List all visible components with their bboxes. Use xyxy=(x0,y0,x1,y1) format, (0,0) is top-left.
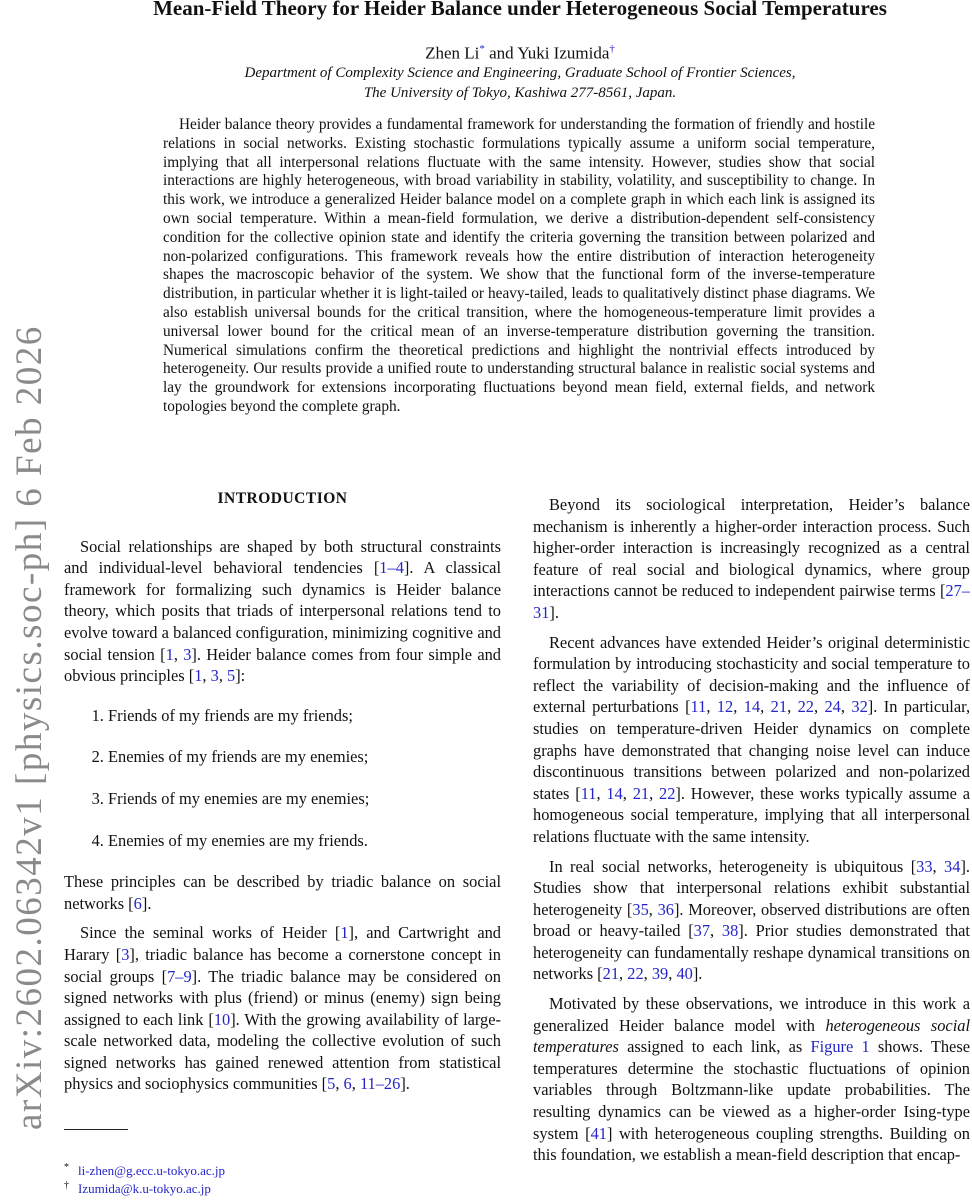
footnote-divider xyxy=(64,1129,128,1130)
author-footnote-link[interactable]: * xyxy=(479,43,485,55)
citation-link[interactable]: 12 xyxy=(716,697,734,717)
citation-link[interactable]: 21 xyxy=(632,783,650,803)
citation-link[interactable]: 21 xyxy=(770,697,788,717)
arxiv-side-stamp: arXiv:2602.06342v1 [physics.soc-ph] 6 Feb 2026 xyxy=(9,325,50,1130)
citation-link[interactable]: 27–31 xyxy=(533,581,970,622)
paragraph: Since the seminal works of Heider [1], and Cartwright and Harary [3], triadic balance has become a cornerstone concept in social groups [7–9]. The triadic balance may be considered on signed networks with plus (friend) or minus (enemy) sign being assigned to each link [10]. With the growing availability of large-scale networked data, modeling the collective evolution of such signed networks has gained renewed attention from statistical physics and sociophysics communities [5, 6, 11–26]. xyxy=(64,923,501,1094)
citation-link[interactable]: 5 xyxy=(227,666,236,686)
citation-link[interactable]: 3 xyxy=(121,944,130,964)
paragraph: Social relationships are shaped by both structural constraints and individual-level behavioral tendencies [1–4]. A classical framework for formalizing such dynamics is Heider balance theory, which posits that triads of interpersonal relations tend to evolve toward a balanced configuration, minimizing cognitive and social tension [1, 3]. Heider balance comes from four simple and obvious principles [1, 3, 5]: xyxy=(64,536,502,686)
citation-link[interactable]: 22 xyxy=(627,964,644,984)
paragraph: In real social networks, heterogeneity is ubiquitous [33, 34]. Studies show that interpersonal relations exhibit substantial heterogeneity [35, 36]. Moreover, observed distributions are often broad or heavy-tailed [37, 38]. Prior studies demonstrated that heterogeneity can fundamentally reshape dynamical transitions on networks [21, 22, 39, 40]. xyxy=(533,856,970,984)
abstract: Heider balance theory provides a fundamental framework for understanding the formation of friendly and hostile relations in social networks. Existing stochastic formulations typically assume a uniform social temperature, implying that all interpersonal relations fluctuate with the same intensity. However, studies show that social interactions are highly heterogeneous, with broad variability in stability, volatility, and susceptibility to change. In this work, we introduce a generalized Heider balance model on a complete graph in which each link is assigned its own social temperature. Within a mean-field formulation, we derive a distribution-dependent self-consistency condition for the collective opinion state and identify the criteria governing the transition between polarized and non-polarized configurations. This framework reveals how the entire distribution of interaction heterogeneity shapes the macroscopic behavior of the system. We show that the functional form of the inverse-temperature distribution, in particular whether it is light-tailed or heavy-tailed, leads to qualitatively distinct phase diagrams. We also establish universal bounds for the critical transition, where the homogeneous-temperature limit provides a universal lower bound for the critical mean of an inverse-temperature distribution governing the transition. Numerical simulations confirm the theoretical predictions and highlight the nontrivial effects introduced by heterogeneity. Our results provide a unified route to understanding structural balance in realistic social systems and lay the groundwork for extensions incorporating fluctuations beyond mean field, external fields, and network topologies beyond the complete graph. xyxy=(163,116,875,415)
citation-link[interactable]: 36 xyxy=(657,899,674,919)
figure-link[interactable]: Figure 1 xyxy=(810,1037,870,1057)
citation-link[interactable]: 37 xyxy=(693,921,711,941)
affiliation xyxy=(72,63,968,103)
citation-link[interactable]: 38 xyxy=(721,921,739,941)
list-item: 3. Friends of my enemies are my enemies; xyxy=(108,788,501,810)
footnote: * li-zhen@g.ecc.u-tokyo.ac.jp xyxy=(64,1162,225,1178)
affiliation-line: The University of Tokyo, Kashiwa 277-8561, Japan. xyxy=(363,85,677,101)
citation-link[interactable]: 1–4 xyxy=(379,558,404,578)
paragraph: Beyond its sociological interpretation, Heider’s balance mechanism is inherently a higher-order interaction process. Such higher-order interaction is increasingly recognized as a central feature of real social and biological dynamics, where group interactions cannot be reduced to independent pairwise terms [27–31]. xyxy=(533,495,970,622)
list-item: 4. Enemies of my enemies are my friends. xyxy=(108,830,501,852)
affiliation-line: Department of Complexity Science and Engineering, Graduate School of Frontier Sciences, xyxy=(244,65,796,81)
section-heading: INTRODUCTION xyxy=(217,490,348,507)
citation-link[interactable]: 7–9 xyxy=(167,966,192,986)
list-item: 1. Friends of my friends are my friends; xyxy=(108,705,501,727)
paper-title: Mean-Field Theory for Heider Balance under Heterogeneous Social Temperatures xyxy=(153,0,887,20)
citation-link[interactable]: 35 xyxy=(632,899,649,919)
citation-link[interactable]: 11 xyxy=(580,783,597,803)
citation-link[interactable]: 39 xyxy=(651,964,669,984)
citation-link[interactable]: 22 xyxy=(659,783,676,803)
author-footnote-link[interactable]: † xyxy=(609,43,615,55)
citation-link[interactable]: 1 xyxy=(340,923,349,943)
paragraph: Recent advances have extended Heider’s original deterministic formulation by introducing stochasticity and social temperature to reflect the variability of decision-making and the influence of external perturbations [11, 12, 14, 21, 22, 24, 32]. In particular, studies on temperature-driven Heider dynamics on complete graphs have demonstrated that changing noise level can induce discontinuous transitions between polarized and non-polarized states [11, 14, 21, 22]. However, these works typically assume a homogeneous social temperature, implying that all interpersonal relations fluctuate with the same intensity. xyxy=(533,632,971,846)
citation-link[interactable]: 1 xyxy=(194,666,203,686)
citation-link[interactable]: 33 xyxy=(916,856,933,876)
citation-link[interactable]: 11–26 xyxy=(359,1074,401,1094)
citation-link[interactable]: 32 xyxy=(851,697,868,717)
citation-link[interactable]: 1 xyxy=(165,644,174,664)
email-link[interactable]: li-zhen@g.ecc.u-tokyo.ac.jp xyxy=(78,1163,225,1178)
footnotes xyxy=(64,1162,501,1198)
email-link[interactable]: Izumida@k.u-tokyo.ac.jp xyxy=(78,1181,211,1196)
paragraph: These principles can be described by triadic balance on social networks [6]. xyxy=(64,872,501,913)
citation-link[interactable]: 22 xyxy=(797,697,814,717)
citation-link[interactable]: 5 xyxy=(327,1074,336,1094)
citation-link[interactable]: 6 xyxy=(133,893,142,913)
citation-link[interactable]: 6 xyxy=(343,1074,352,1094)
principles-list xyxy=(64,705,501,851)
list-item: 2. Enemies of my friends are my enemies; xyxy=(108,746,501,768)
author-line xyxy=(72,43,968,64)
right-column xyxy=(533,494,970,1174)
citation-link[interactable]: 10 xyxy=(213,1009,231,1029)
citation-link[interactable]: 14 xyxy=(743,697,761,717)
citation-link[interactable]: 11 xyxy=(690,697,707,717)
left-column xyxy=(64,486,501,1103)
citation-link[interactable]: 21 xyxy=(602,964,620,984)
citation-link[interactable]: 34 xyxy=(944,856,961,876)
citation-link[interactable]: 3 xyxy=(183,644,192,664)
author-name: Yuki Izumida xyxy=(517,43,610,63)
citation-link[interactable]: 3 xyxy=(210,666,219,686)
citation-link[interactable]: 40 xyxy=(676,964,693,984)
citation-link[interactable]: 14 xyxy=(606,783,623,803)
emphasis: heterogeneous social temperatures xyxy=(533,1015,970,1057)
paragraph: Motivated by these observations, we introduce in this work a generalized Heider balance model with heterogeneous social temperatures assigned to each link, as Figure 1 shows. These temperatures determine the stochastic fluctuations of opinion variables through Boltzmann-like update probabilities. The resulting dynamics can be viewed as a higher-order Ising-type system [41] with heterogeneous coupling strengths. Building on this foundation, we establish a mean-field description that encap- xyxy=(533,994,970,1165)
citation-link[interactable]: 24 xyxy=(824,697,841,717)
footnote: † Izumida@k.u-tokyo.ac.jp xyxy=(64,1180,211,1196)
citation-link[interactable]: 41 xyxy=(590,1123,607,1143)
author-name: Zhen Li xyxy=(425,43,480,63)
author-conjunction: and xyxy=(484,43,518,63)
